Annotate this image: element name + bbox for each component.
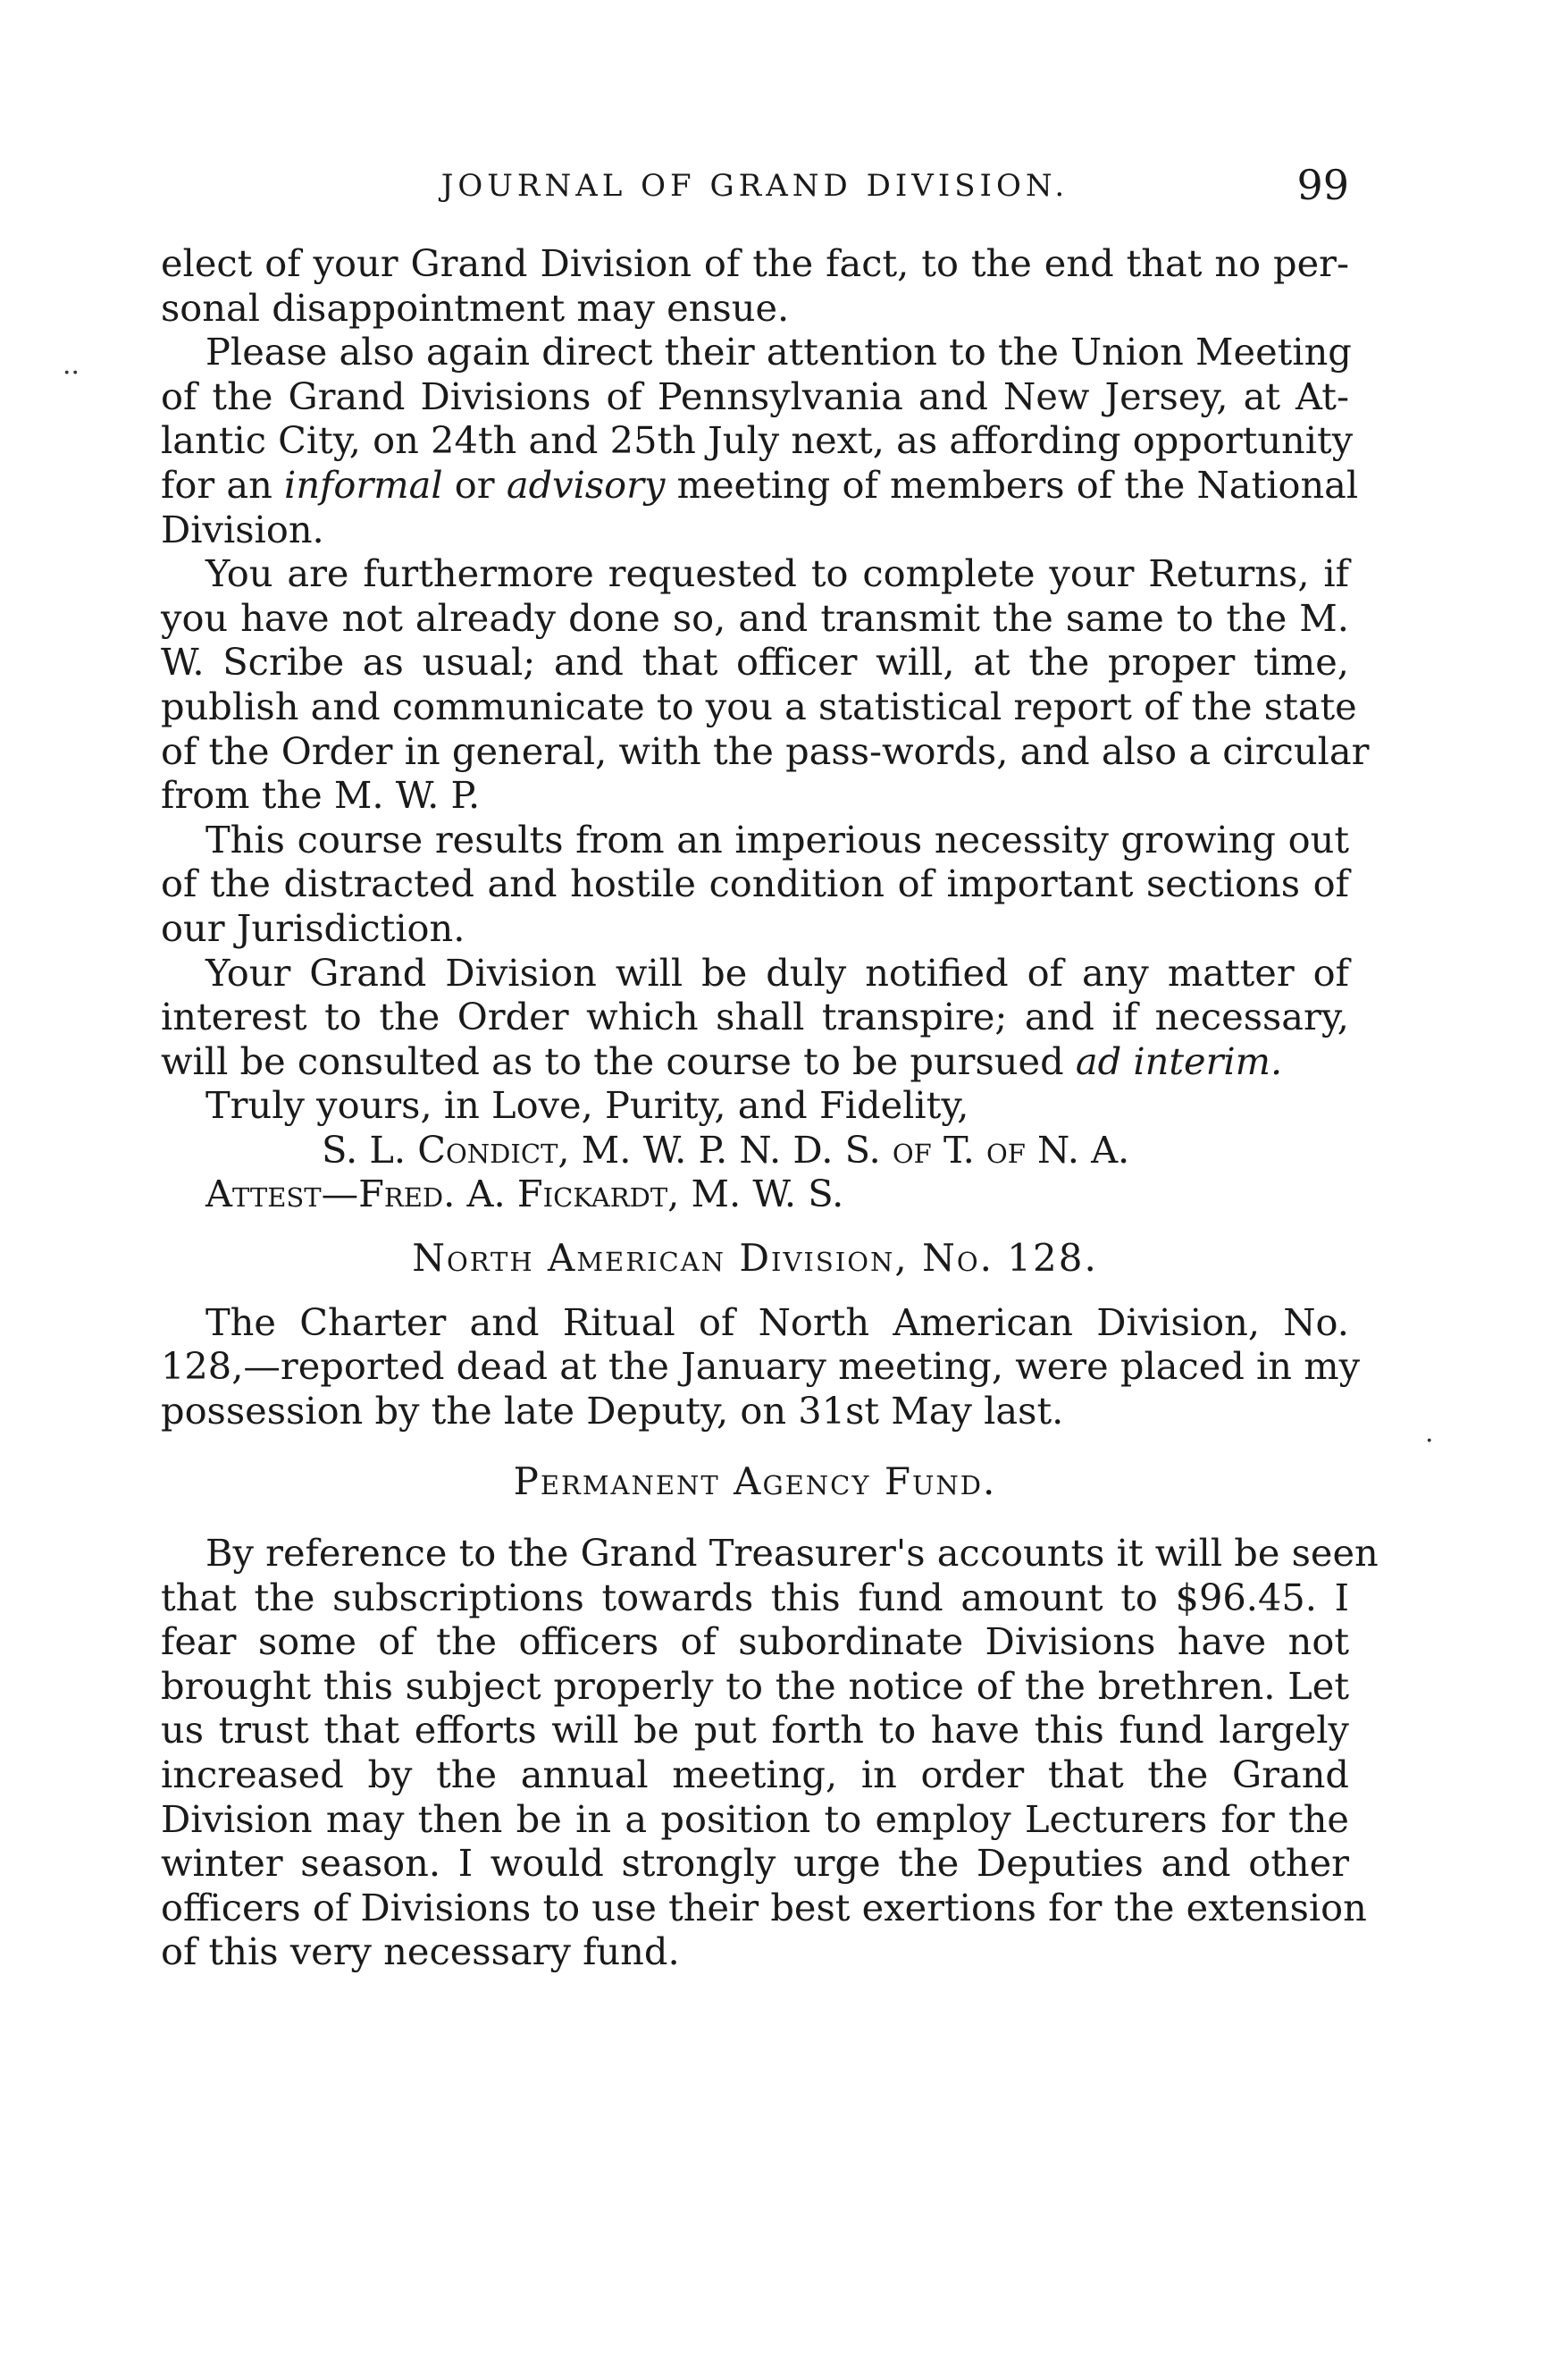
text-line: By reference to the Grand Treasurer's accounts it will be seen xyxy=(205,1531,1379,1576)
paragraph-3 xyxy=(161,551,1370,818)
text-line: brought this subject properly to the notice of the brethren. Let xyxy=(161,1663,1349,1708)
text-run: for an xyxy=(161,462,285,507)
text-line: Division. xyxy=(161,507,324,551)
text-line: possession by the late Deputy, on 31st May last. xyxy=(161,1388,1064,1433)
paragraph-1 xyxy=(161,241,1349,330)
body-text xyxy=(161,241,1379,1974)
italic-phrase: ad interim. xyxy=(1075,1038,1283,1083)
paragraph-agency-fund xyxy=(161,1531,1379,1974)
section-heading: Permanent Agency Fund. xyxy=(513,1459,997,1504)
paragraph-5 xyxy=(161,951,1349,1084)
text-line: interest to the Order which shall transpire; and if necessary, xyxy=(161,995,1349,1039)
text-line: 128,—reported dead at the January meeting, were placed in my xyxy=(161,1344,1361,1389)
text-line: The Charter and Ritual of North American Division, No. xyxy=(205,1299,1349,1344)
text-line: winter season. I would strongly urge the Deputies and other xyxy=(161,1841,1349,1886)
text-line: of this very necessary fund. xyxy=(161,1929,680,1974)
text-line: increased by the annual meeting, in order that the Grand xyxy=(161,1753,1349,1796)
text-line: Please also again direct their attention to the Union Meeting xyxy=(205,330,1352,374)
text-line: Your Grand Division will be duly notified of any matter of xyxy=(205,950,1349,995)
spacer xyxy=(161,1216,1349,1236)
text-line: you have not already done so, and transmit the same to the M. xyxy=(161,595,1349,640)
spacer xyxy=(161,1281,1349,1300)
text-line: of the Grand Divisions of Pennsylvania and New Jersey, at At- xyxy=(161,374,1349,418)
text-line: officers of Divisions to use their best exertions for the extension xyxy=(161,1885,1367,1929)
paragraph-north-american xyxy=(161,1299,1361,1433)
text-line: publish and communicate to you a statistical report of the state xyxy=(161,684,1357,728)
text-line: lantic City, on 24th and 25th July next, as affording opportunity xyxy=(161,418,1354,463)
text-line: of the Order in general, with the pass-words, and also a circular xyxy=(161,728,1370,773)
text-line: our Jurisdiction. xyxy=(161,905,465,950)
text-line: fear some of the officers of subordinate Divisions have not xyxy=(161,1619,1349,1664)
signature-line: S. L. Condict, M. W. P. N. D. S. of T. of N. A. xyxy=(322,1127,1130,1172)
text-line: This course results from an imperious necessity growing out xyxy=(205,817,1349,862)
text-line: that the subscriptions towards this fund amount to $96.45. I xyxy=(161,1575,1349,1619)
spacer xyxy=(161,1433,1349,1459)
italic-word: advisory xyxy=(506,462,666,507)
paragraph-2 xyxy=(161,330,1359,551)
running-head xyxy=(161,161,1349,214)
text-line: from the M. W. P. xyxy=(161,773,481,818)
page-number: 99 xyxy=(1296,161,1349,209)
text-line: of the distracted and hostile condition of important sections of xyxy=(161,862,1349,906)
closing-block xyxy=(161,1083,1349,1216)
text-run: or xyxy=(442,462,507,507)
italic-word: informal xyxy=(284,462,443,507)
margin-dots-mark: ·· xyxy=(63,357,80,389)
text-line: You are furthermore requested to complete your Returns, if xyxy=(205,551,1349,596)
text-line: us trust that efforts will be put forth to have this fund largely xyxy=(161,1708,1349,1753)
attest-line: Attest—Fred. A. Fickardt, M. W. S. xyxy=(205,1172,844,1216)
salutation: Truly yours, in Love, Purity, and Fidelity, xyxy=(205,1083,969,1128)
text-run: will be consulted as to the course to be pursued xyxy=(161,1038,1076,1083)
text-line xyxy=(161,462,1359,508)
paragraph-4 xyxy=(161,818,1349,951)
text-line: elect of your Grand Division of the fact, to the end that no per- xyxy=(161,241,1349,285)
text-line: W. Scribe as usual; and that officer will, at the proper time, xyxy=(161,640,1349,685)
text-run: meeting of members of the National xyxy=(665,462,1359,507)
text-line: Division may then be in a position to employ Lecturers for the xyxy=(161,1796,1349,1841)
margin-dot-mark: · xyxy=(1425,1425,1434,1457)
section-heading: North American Division, No. 128. xyxy=(412,1236,1098,1281)
running-title: JOURNAL OF GRAND DIVISION. xyxy=(440,168,1069,204)
spacer xyxy=(161,1504,1349,1531)
text-line: sonal disappointment may ensue. xyxy=(161,285,790,330)
text-line xyxy=(161,1039,1349,1084)
